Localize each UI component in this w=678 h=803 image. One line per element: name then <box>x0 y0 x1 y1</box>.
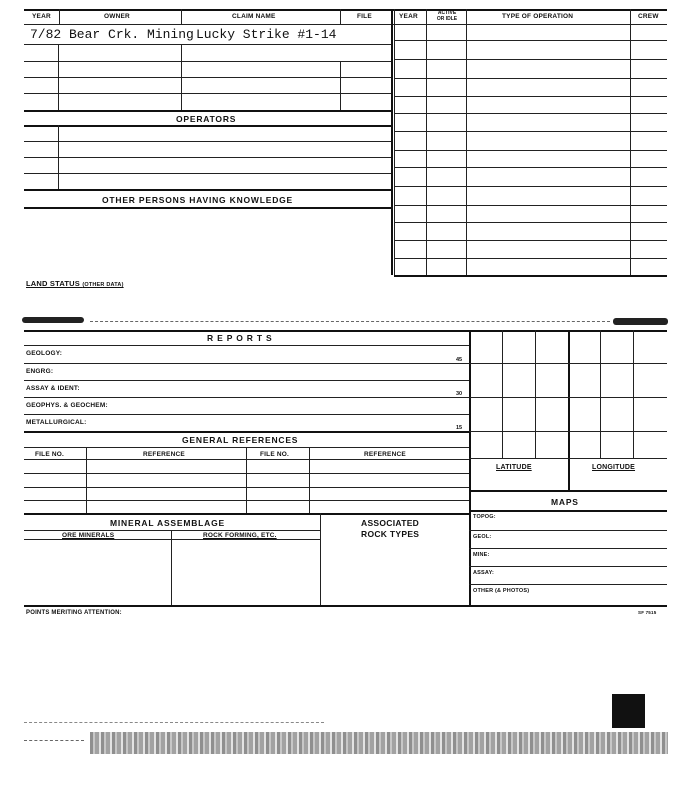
form-number: SF 7515 <box>638 610 657 615</box>
year2-header: YEAR <box>399 13 418 20</box>
owner-header: OWNER <box>104 13 130 20</box>
geology-label: GEOLOGY: <box>26 350 63 357</box>
maps-heading: MAPS <box>551 497 579 507</box>
other-persons-heading: OTHER PERSONS HAVING KNOWLEDGE <box>102 195 294 205</box>
claim-name-header: CLAIM NAME <box>232 13 276 20</box>
assay-ident-label: ASSAY & IDENT: <box>26 385 80 392</box>
geol-label: GEOL: <box>473 534 492 540</box>
report-number-45: 45 <box>456 357 463 363</box>
active-header-2: OR IDLE <box>436 16 458 22</box>
reference-header: REFERENCE <box>143 451 185 458</box>
land-status-sublabel: (OTHER DATA) <box>82 282 124 288</box>
active-header-1: ACTIVE <box>437 10 457 16</box>
operators-heading: OPERATORS <box>176 114 237 124</box>
associated-rock-types-2: ROCK TYPES <box>361 529 420 539</box>
assay-map-label: ASSAY: <box>473 570 495 576</box>
mineral-assemblage-heading: MINERAL ASSEMBLAGE <box>110 518 225 528</box>
reports-heading: R E P O R T S <box>207 333 273 343</box>
ore-minerals-header: ORE MINERALS <box>62 532 115 539</box>
crew-header: CREW <box>638 13 659 20</box>
type-of-operation-header: TYPE OF OPERATION <box>502 13 574 20</box>
report-number-30: 30 <box>456 391 463 397</box>
entry-year-owner: 7/82 Bear Crk. Mining <box>30 27 194 42</box>
mine-label: MINE: <box>473 552 490 558</box>
file-header: FILE <box>357 13 372 20</box>
report-number-15: 15 <box>456 425 463 431</box>
points-meriting-attention: POINTS MERITING ATTENTION: <box>26 610 122 616</box>
topog-label: TOPOG: <box>473 514 496 520</box>
associated-rock-types-1: ASSOCIATED <box>361 518 420 528</box>
geophys-label: GEOPHYS. & GEOCHEM: <box>26 402 108 409</box>
year-header: YEAR <box>32 13 51 20</box>
general-references-heading: GENERAL REFERENCES <box>182 435 299 445</box>
latitude-label: LATITUDE <box>496 464 532 471</box>
longitude-label: LONGITUDE <box>592 464 636 471</box>
file-no2-header: FILE NO. <box>260 451 290 458</box>
engrg-label: ENGRG: <box>26 368 54 375</box>
metallurgical-label: METALLURGICAL: <box>26 419 87 426</box>
other-photos-label: OTHER (& PHOTOS) <box>473 588 530 594</box>
reference2-header: REFERENCE <box>364 451 406 458</box>
land-status-heading <box>26 279 124 288</box>
file-no-header: FILE NO. <box>35 451 65 458</box>
entry-claim-name: Lucky Strike #1-14 <box>196 27 337 42</box>
rock-forming-header: ROCK FORMING, ETC. <box>203 532 277 539</box>
land-status-label: LAND STATUS <box>26 279 81 288</box>
